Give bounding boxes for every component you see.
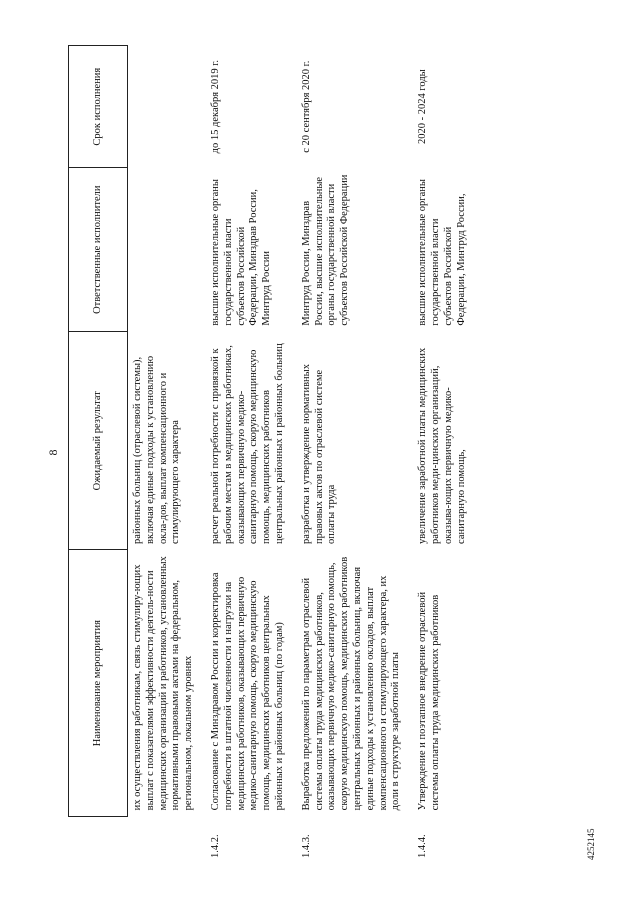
table-header-row [69,46,128,861]
row-result: районных больниц (отраслевой системы), включая единые подходы к установлению окла-дов, выплат компенсационного и стимулирующего характера [132,355,182,544]
row-executors [128,168,206,332]
header-name: Наименование мероприятия [69,550,128,816]
row-result: расчет реальной потребности с привязкой к рабочим местам в медицинских работниках, оказывающих первичную медико-санитарную помощь, скорую медицинскую помощь, медицинских работников центральных районных и районных больниц [209,343,285,544]
row-term: с 20 сентября 2020 г. [300,60,312,153]
header-executors: Ответственные исполнители [69,168,128,332]
document-code: 4252145 [586,828,596,860]
row-number [128,816,206,860]
row-term: до 15 декабря 2019 г. [209,59,221,154]
row-number: 1.4.3. [300,834,312,858]
row-name: Выработка предложений по параметрам отраслевой системы оплаты труда медицинских работников, оказывающих первичную медико-санитарную помощь, скорую медицинскую помощь, медицинских работников центральных районных и районных больниц, включая единые подходы к установлению окладов, выплат компенсационного и стимулирующего характера, их доли в структуре заработной платы [300,556,402,811]
measures-table [68,45,478,860]
row-executors: высшие исполнительные органы государственной власти субъектов Российской Федерации, Минтруд России, [417,179,467,326]
rotated-document-sheet [40,45,600,860]
row-term: 2020 - 2024 годы [417,69,429,145]
table-row [206,46,297,861]
row-number: 1.4.2. [209,834,221,858]
row-number: 1.4.4. [417,834,429,858]
row-result: разработка и утверждение нормативных правовых актов по отраслевой системе оплаты труда [300,364,338,544]
row-name: Согласование с Минздравом России и корректировка потребности в штатной численности и нагрузки на медицинских работников, оказывающих первичную медико-санитарную помощь, скорую медицинскую помощь, медицинских работников центральных районных и районных больниц (по годам) [209,572,285,811]
table-row [413,46,478,861]
row-name: Утверждение и поэтапное внедрение отраслевой системы оплаты труда медицинских работников [417,591,441,811]
row-executors: Минтруд России, Минздрав России, высшие исполнительные органы государственной власти субъектов Российской Федерации [300,174,351,326]
row-term [128,46,206,168]
row-result: увеличение заработной платы медицинских работников меди-цинских организаций, оказыва-ющих первичную медико-санитарную помощь, [417,347,467,544]
row-name: их осуществления работникам, связь стимулиру-ющих выплат с показателями эффективности деятель-ности медицинских организаций и работников, установленных нормативными правовыми актами на федеральном, региональном, локальном уровнях [132,556,195,811]
header-term: Срок исполнения [69,46,128,168]
header-number [69,816,128,860]
row-executors: высшие исполнительные органы государственной власти субъектов Российской Федерации, Минздрав России, Минтруд России [209,179,273,326]
header-result: Ожидаемый результат [69,332,128,550]
table-row [297,46,413,861]
page-number: 8 [46,449,60,456]
table-row [128,46,206,861]
